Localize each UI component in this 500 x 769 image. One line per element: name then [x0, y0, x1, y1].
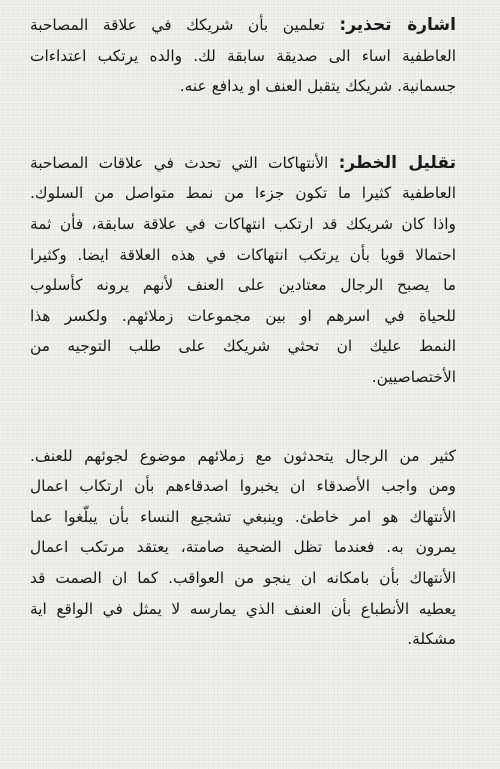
- minimize-line-6: للحياة في اسرهم او بين مجموعات زملائهم. ولكسر هذا: [30, 306, 456, 325]
- colleagues-line-1: كثير من الرجال يتحدثون مع زملائهم موضوع لجوئهم للعنف.: [30, 446, 456, 465]
- minimize-line-7: النمط عليك ان تحثي شريكك على طلب التوجيه من: [30, 337, 456, 356]
- warning-text: تعلمين بأن شريكك في علاقة المصاحبة: [30, 16, 325, 34]
- minimize-heading: تقليل الخطر:: [338, 152, 456, 173]
- minimize-line-8: الأختصاصيين.: [371, 367, 456, 386]
- minimize-line-1: [30, 148, 456, 179]
- colleagues-line-5: الأنتهاك بأن بامكانه ان ينجو من العواقب. كما ان الصمت قد: [30, 568, 456, 587]
- warning-line-2: العاطفية اساء الى صديقة سابقة لك. والده يرتكب اعتداءات: [30, 46, 456, 65]
- warning-line-1: [30, 10, 456, 41]
- minimize-line-5: ما يصبح الرجال معتادين على العنف لأنهم يرونه كأسلوب: [30, 276, 456, 295]
- colleagues-line-6: يعطيه الأنطباع بأن العنف الذي يمارسه لا يمثل في الواقع اية: [30, 599, 456, 618]
- warning-heading: اشارة تحذير:: [339, 15, 456, 35]
- colleagues-line-3: الأنتهاك هو امر خاطئ. وينبغي تشجيع النساء بأن يبلّغوا عما: [30, 507, 456, 526]
- colleagues-line-2: ومن واجب الأصدقاء ان يخبروا اصدقاءهم بأن ارتكاب اعمال: [30, 477, 456, 496]
- minimize-line-4: احتمالا قويا بأن يرتكب انتهاكات في هذه العلاقة ايضا. وكثيرا: [30, 245, 456, 264]
- minimize-risk-paragraph: [30, 148, 456, 393]
- minimize-line-2: العاطفية كثيرا ما تكون جزءا من نمط متواصل من السلوك.: [30, 184, 456, 203]
- colleagues-line-7: مشكلة.: [407, 630, 456, 649]
- minimize-text: الأنتهاكات التي تحدث في علاقات المصاحبة: [30, 153, 329, 172]
- colleagues-paragraph: [30, 441, 456, 655]
- colleagues-line-4: يمرون به. فعندما تظل الضحية صامتة، يعتقد مرتكب اعمال: [30, 538, 456, 557]
- minimize-line-3: واذا كان شريكك قد ارتكب انتهاكات في علاقة سابقة، فأن ثمة: [30, 214, 456, 233]
- warning-paragraph: [30, 10, 456, 102]
- warning-line-3: جسمانية. شريكك يتقبل العنف او يدافع عنه.: [179, 77, 456, 96]
